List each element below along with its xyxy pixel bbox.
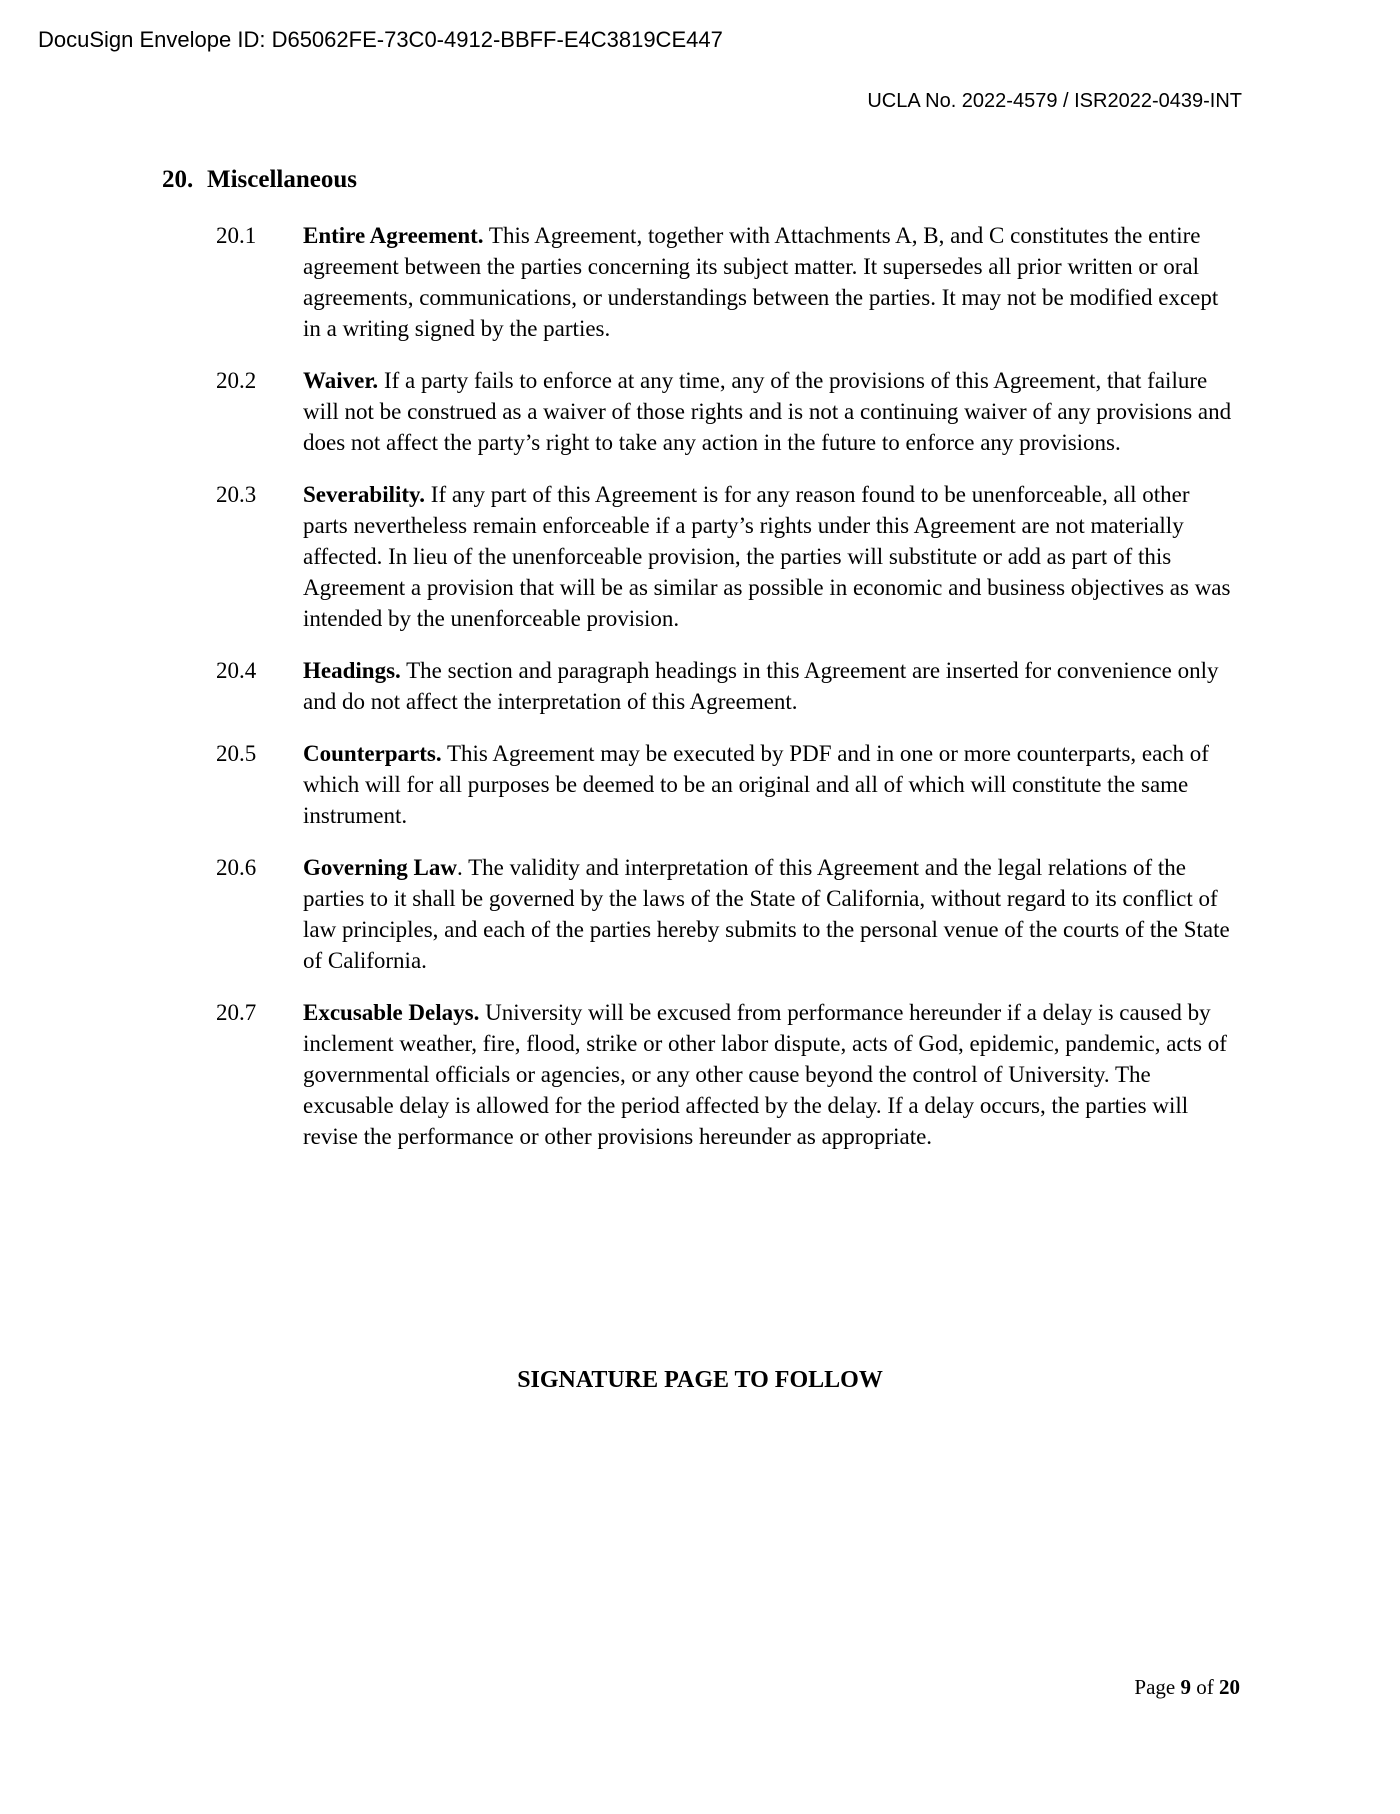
clause-list xyxy=(216,220,1237,1173)
clause-20-7 xyxy=(216,997,1237,1152)
clause-text xyxy=(303,655,1237,717)
clause-20-6 xyxy=(216,852,1237,976)
clause-20-5 xyxy=(216,738,1237,831)
clause-paragraph: . The validity and interpretation of this Agreement and the legal relations of the parties to it shall be governed by the laws of the State of California, without regard to its conflict of law principles, and each of the parties hereby submits to the personal venue of the courts of the State of California. xyxy=(303,855,1230,973)
document-reference-header: UCLA No. 2022-4579 / ISR2022-0439-INT xyxy=(867,90,1242,112)
clause-20-3 xyxy=(216,479,1237,634)
clause-title: Waiver. xyxy=(303,368,379,393)
clause-paragraph: If a party fails to enforce at any time, any of the provisions of this Agreement, that failure will not be construed as a waiver of those rights and is not a continuing waiver of any provisions and does not affect the party’s right to take any action in the future to enforce any provisions. xyxy=(303,368,1232,455)
signature-page-notice: SIGNATURE PAGE TO FOLLOW xyxy=(517,1367,883,1393)
clause-title: Headings. xyxy=(303,658,401,683)
clause-text xyxy=(303,997,1237,1152)
clause-title: Severability. xyxy=(303,482,426,507)
clause-title: Entire Agreement. xyxy=(303,223,484,248)
clause-paragraph: The section and paragraph headings in this Agreement are inserted for convenience only and do not affect the interpretation of this Agreement. xyxy=(303,658,1219,714)
clause-number: 20.4 xyxy=(216,658,257,683)
footer-of-word: of xyxy=(1196,1675,1214,1699)
clause-20-2 xyxy=(216,365,1237,458)
clause-title: Counterparts. xyxy=(303,741,442,766)
clause-number: 20.1 xyxy=(216,223,257,248)
clause-title: Excusable Delays. xyxy=(303,1000,480,1025)
footer-page-word: Page xyxy=(1134,1675,1176,1699)
footer-total-pages: 20 xyxy=(1219,1675,1240,1699)
clause-paragraph: If any part of this Agreement is for any reason found to be unenforceable, all other parts nevertheless remain enforceable if a party’s rights under this Agreement are not materially affected. In lieu of the unenforceable provision, the parties will substitute or add as part of this Agreement a provision that will be as similar as possible in economic and business objectives as was intended by the unenforceable provision. xyxy=(303,482,1231,631)
clause-number: 20.3 xyxy=(216,482,257,507)
clause-text xyxy=(303,479,1237,634)
clause-text xyxy=(303,852,1237,976)
section-heading xyxy=(162,166,357,194)
clause-paragraph: This Agreement may be executed by PDF and in one or more counterparts, each of which will for all purposes be deemed to be an original and all of which will constitute the same instrument. xyxy=(303,741,1209,828)
clause-text xyxy=(303,220,1237,344)
clause-number: 20.2 xyxy=(216,368,257,393)
clause-paragraph: This Agreement, together with Attachments A, B, and C constitutes the entire agreement between the parties concerning its subject matter. It supersedes all prior written or oral agreements, communications, or understandings between the parties. It may not be modified except in a writing signed by the parties. xyxy=(303,223,1219,341)
clause-text xyxy=(303,365,1237,458)
docusign-envelope-banner: DocuSign Envelope ID: D65062FE-73C0-4912-BBFF-E4C3819CE447 xyxy=(38,27,723,52)
clause-paragraph: University will be excused from performance hereunder if a delay is caused by inclement weather, fire, flood, strike or other labor dispute, acts of God, epidemic, pandemic, acts of governmental officials or agencies, or any other cause beyond the control of University. The excusable delay is allowed for the period affected by the delay. If a delay occurs, the parties will revise the performance or other provisions hereunder as appropriate. xyxy=(303,1000,1227,1149)
footer-page-number: 9 xyxy=(1180,1675,1191,1699)
section-number: 20. xyxy=(162,166,194,193)
page-number-footer xyxy=(1134,1675,1240,1699)
clause-title: Governing Law xyxy=(303,855,457,880)
clause-20-4 xyxy=(216,655,1237,717)
clause-20-1 xyxy=(216,220,1237,344)
clause-text xyxy=(303,738,1237,831)
clause-number: 20.7 xyxy=(216,1000,257,1025)
section-title: Miscellaneous xyxy=(207,166,357,193)
clause-number: 20.6 xyxy=(216,855,257,880)
clause-number: 20.5 xyxy=(216,741,257,766)
